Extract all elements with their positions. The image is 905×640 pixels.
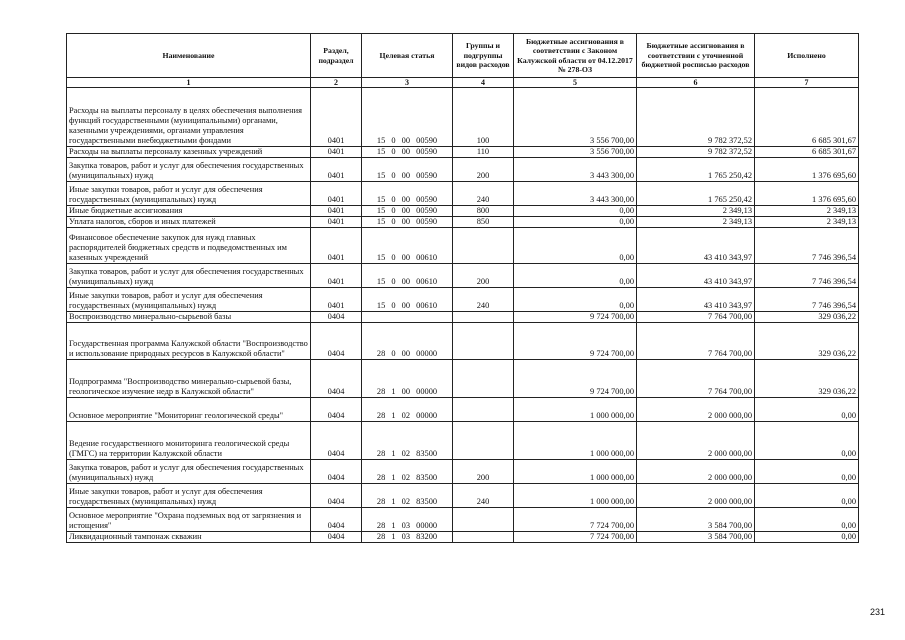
- row-done: 329 036,22: [755, 312, 859, 323]
- row-article: 28 1 02 83500: [362, 460, 453, 484]
- row-group: 100: [453, 88, 514, 147]
- row-done: 0,00: [755, 532, 859, 543]
- row-plan: 7 764 700,00: [637, 323, 755, 360]
- row-article: 28 1 02 83500: [362, 484, 453, 508]
- row-article: 28 1 02 83500: [362, 422, 453, 460]
- row-group: 200: [453, 158, 514, 182]
- row-plan: 1 765 250,42: [637, 158, 755, 182]
- row-section: 0404: [311, 398, 362, 422]
- row-section: 0401: [311, 182, 362, 206]
- row-name: Ликвидационный тампонаж скважин: [67, 532, 311, 543]
- table-row: [67, 532, 859, 543]
- header-executed: Исполнено: [755, 34, 859, 78]
- row-group: [453, 360, 514, 398]
- row-section: 0401: [311, 217, 362, 228]
- row-article: 15 0 00 00590: [362, 217, 453, 228]
- row-plan: 9 782 372,52: [637, 88, 755, 147]
- col-number: 2: [311, 78, 362, 88]
- row-section: 0404: [311, 323, 362, 360]
- row-group: 240: [453, 288, 514, 312]
- table-row: [67, 422, 859, 460]
- col-number: 5: [514, 78, 637, 88]
- row-law: 9 724 700,00: [514, 312, 637, 323]
- col-number: 3: [362, 78, 453, 88]
- col-number: 4: [453, 78, 514, 88]
- row-name: Государственная программа Калужской области "Воспроизводство и использование природных ресурсов в Калужской области": [67, 323, 311, 360]
- header-row: [67, 34, 859, 78]
- row-group: 800: [453, 206, 514, 217]
- row-section: 0401: [311, 158, 362, 182]
- row-article: 15 0 00 00610: [362, 264, 453, 288]
- row-law: 9 724 700,00: [514, 360, 637, 398]
- row-plan: 43 410 343,97: [637, 264, 755, 288]
- row-law: 0,00: [514, 288, 637, 312]
- header-section: Раздел, подраздел: [311, 34, 362, 78]
- row-law: 3 556 700,00: [514, 88, 637, 147]
- table-row: [67, 228, 859, 264]
- row-group: 200: [453, 264, 514, 288]
- row-section: 0404: [311, 532, 362, 543]
- row-law: 7 724 700,00: [514, 508, 637, 532]
- col-number: 7: [755, 78, 859, 88]
- row-group: 850: [453, 217, 514, 228]
- row-law: 3 556 700,00: [514, 147, 637, 158]
- header-name: Наименование: [67, 34, 311, 78]
- table-row: [67, 217, 859, 228]
- row-law: 0,00: [514, 228, 637, 264]
- col-number: 6: [637, 78, 755, 88]
- row-plan: 3 584 700,00: [637, 508, 755, 532]
- row-section: 0404: [311, 312, 362, 323]
- row-name: Иные закупки товаров, работ и услуг для обеспечения государственных (муниципальных) нужд: [67, 182, 311, 206]
- header-plan-allocations: Бюджетные ассигнования в соответствии с уточненной бюджетной росписью расходов: [637, 34, 755, 78]
- row-article: 15 0 00 00590: [362, 88, 453, 147]
- row-law: 7 724 700,00: [514, 532, 637, 543]
- row-article: 15 0 00 00590: [362, 147, 453, 158]
- row-law: 1 000 000,00: [514, 460, 637, 484]
- row-name: Основное мероприятие "Охрана подземных вод от загрязнения и истощения": [67, 508, 311, 532]
- row-done: 2 349,13: [755, 217, 859, 228]
- row-done: 2 349,13: [755, 206, 859, 217]
- row-article: 15 0 00 00590: [362, 182, 453, 206]
- table-row: [67, 360, 859, 398]
- row-law: 3 443 300,00: [514, 158, 637, 182]
- row-name: Иные бюджетные ассигнования: [67, 206, 311, 217]
- row-plan: 1 765 250,42: [637, 182, 755, 206]
- row-law: 3 443 300,00: [514, 182, 637, 206]
- row-group: [453, 228, 514, 264]
- row-plan: 3 584 700,00: [637, 532, 755, 543]
- table-row: [67, 484, 859, 508]
- table-row: [67, 508, 859, 532]
- table-row: [67, 288, 859, 312]
- row-plan: 2 000 000,00: [637, 422, 755, 460]
- row-law: 0,00: [514, 264, 637, 288]
- row-done: 0,00: [755, 398, 859, 422]
- row-section: 0401: [311, 288, 362, 312]
- row-plan: 43 410 343,97: [637, 288, 755, 312]
- row-article: 15 0 00 00590: [362, 158, 453, 182]
- row-group: 240: [453, 182, 514, 206]
- row-done: 1 376 695,60: [755, 158, 859, 182]
- row-plan: 7 764 700,00: [637, 360, 755, 398]
- budget-table: [66, 33, 859, 543]
- row-done: 7 746 396,54: [755, 264, 859, 288]
- row-group: [453, 532, 514, 543]
- row-article: 15 0 00 00590: [362, 206, 453, 217]
- row-name: Уплата налогов, сборов и иных платежей: [67, 217, 311, 228]
- row-name: Закупка товаров, работ и услуг для обеспечения государственных (муниципальных) нужд: [67, 158, 311, 182]
- row-name: Иные закупки товаров, работ и услуг для обеспечения государственных (муниципальных) нужд: [67, 288, 311, 312]
- row-law: 1 000 000,00: [514, 422, 637, 460]
- row-name: Иные закупки товаров, работ и услуг для обеспечения государственных (муниципальных) нужд: [67, 484, 311, 508]
- row-article: 28 1 02 00000: [362, 398, 453, 422]
- row-done: 0,00: [755, 484, 859, 508]
- row-article: [362, 312, 453, 323]
- row-law: 1 000 000,00: [514, 484, 637, 508]
- table-row: [67, 158, 859, 182]
- row-law: 0,00: [514, 217, 637, 228]
- table-row: [67, 398, 859, 422]
- row-article: 28 1 03 00000: [362, 508, 453, 532]
- row-name: Воспроизводство минерально-сырьевой базы: [67, 312, 311, 323]
- row-name: Финансовое обеспечение закупок для нужд главных распорядителей бюджетных средств и подведомственных им казенных учреждений: [67, 228, 311, 264]
- table-row: [67, 182, 859, 206]
- table-row: [67, 460, 859, 484]
- row-article: 15 0 00 00610: [362, 288, 453, 312]
- row-done: 0,00: [755, 460, 859, 484]
- row-section: 0404: [311, 460, 362, 484]
- row-name: Расходы на выплаты персоналу в целях обеспечения выполнения функций государственными (муниципальными) органами, казенными учреждениями, органами управления государственными внебюджетными фондами: [67, 88, 311, 147]
- header-article: Целевая статья: [362, 34, 453, 78]
- row-name: Закупка товаров, работ и услуг для обеспечения государственных (муниципальных) нужд: [67, 460, 311, 484]
- row-group: [453, 398, 514, 422]
- row-plan: 2 000 000,00: [637, 398, 755, 422]
- row-name: Подпрограмма "Воспроизводство минерально-сырьевой базы, геологическое изучение недр в Калужской области": [67, 360, 311, 398]
- row-article: 28 1 03 83200: [362, 532, 453, 543]
- row-section: 0404: [311, 360, 362, 398]
- row-plan: 43 410 343,97: [637, 228, 755, 264]
- row-done: 329 036,22: [755, 360, 859, 398]
- col-number: 1: [67, 78, 311, 88]
- table-row: [67, 264, 859, 288]
- row-done: 1 376 695,60: [755, 182, 859, 206]
- table-row: [67, 147, 859, 158]
- row-done: 6 685 301,67: [755, 147, 859, 158]
- table-row: [67, 88, 859, 147]
- row-article: 28 0 00 00000: [362, 323, 453, 360]
- row-plan: 2 349,13: [637, 217, 755, 228]
- row-done: 7 746 396,54: [755, 288, 859, 312]
- row-group: [453, 323, 514, 360]
- row-plan: 2 000 000,00: [637, 484, 755, 508]
- row-done: 329 036,22: [755, 323, 859, 360]
- row-name: Ведение государственного мониторинга геологической среды (ГМГС) на территории Калужской области: [67, 422, 311, 460]
- column-number-row: [67, 78, 859, 88]
- header-law-allocations: Бюджетные ассигнования в соответствии с Законом Калужской области от 04.12.2017 № 278-ОЗ: [514, 34, 637, 78]
- table-row: [67, 312, 859, 323]
- table-row: [67, 323, 859, 360]
- row-group: [453, 312, 514, 323]
- row-article: 28 1 00 00000: [362, 360, 453, 398]
- row-done: 0,00: [755, 422, 859, 460]
- table-row: [67, 206, 859, 217]
- row-group: 200: [453, 460, 514, 484]
- row-name: Закупка товаров, работ и услуг для обеспечения государственных (муниципальных) нужд: [67, 264, 311, 288]
- row-group: [453, 508, 514, 532]
- row-section: 0404: [311, 484, 362, 508]
- row-law: 0,00: [514, 206, 637, 217]
- row-name: Основное мероприятие "Мониторинг геологической среды": [67, 398, 311, 422]
- row-section: 0401: [311, 264, 362, 288]
- row-plan: 2 000 000,00: [637, 460, 755, 484]
- row-plan: 7 764 700,00: [637, 312, 755, 323]
- row-done: 6 685 301,67: [755, 88, 859, 147]
- row-section: 0401: [311, 147, 362, 158]
- row-section: 0404: [311, 508, 362, 532]
- row-name: Расходы на выплаты персоналу казенных учреждений: [67, 147, 311, 158]
- row-plan: 9 782 372,52: [637, 147, 755, 158]
- row-law: 9 724 700,00: [514, 323, 637, 360]
- row-group: 240: [453, 484, 514, 508]
- row-group: 110: [453, 147, 514, 158]
- row-plan: 2 349,13: [637, 206, 755, 217]
- row-group: [453, 422, 514, 460]
- header-group: Группы и подгруппы видов расходов: [453, 34, 514, 78]
- row-section: 0401: [311, 88, 362, 147]
- row-law: 1 000 000,00: [514, 398, 637, 422]
- page-number: 231: [870, 607, 886, 617]
- row-section: 0401: [311, 228, 362, 264]
- row-section: 0401: [311, 206, 362, 217]
- row-section: 0404: [311, 422, 362, 460]
- row-done: 7 746 396,54: [755, 228, 859, 264]
- row-done: 0,00: [755, 508, 859, 532]
- row-article: 15 0 00 00610: [362, 228, 453, 264]
